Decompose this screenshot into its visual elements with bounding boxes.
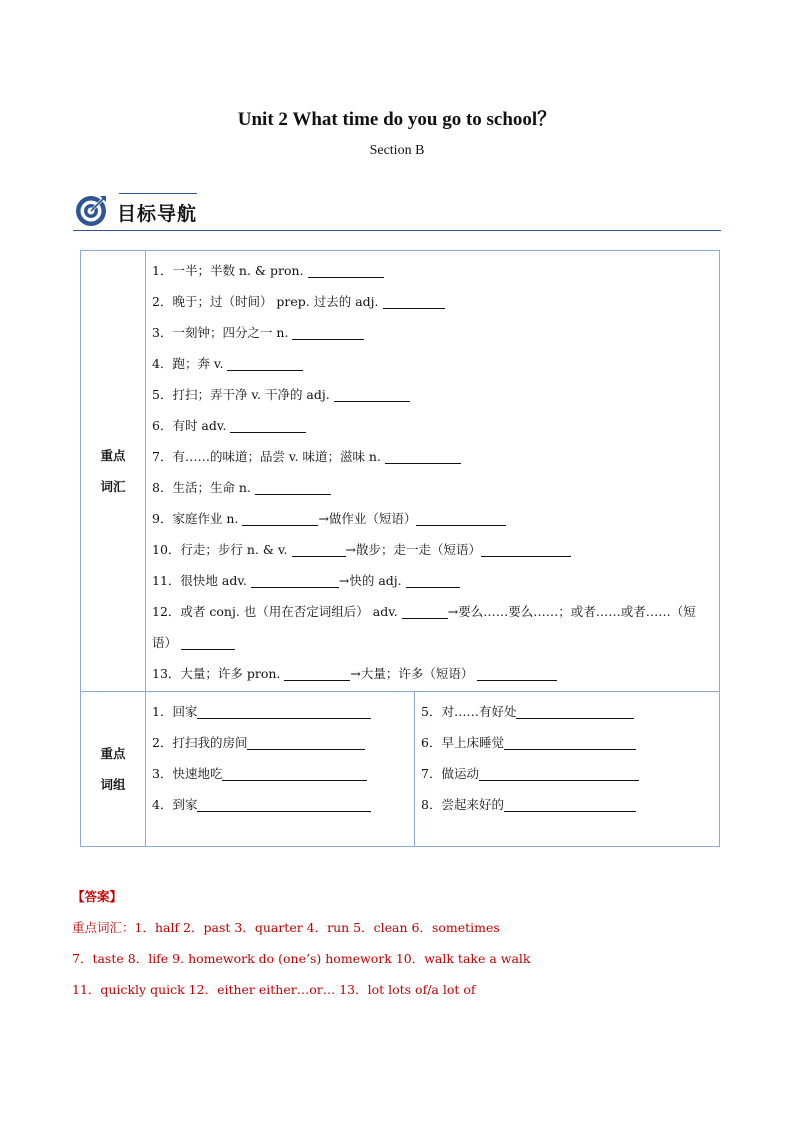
vocab-label-cell (81, 251, 146, 692)
answer-blank[interactable] (385, 448, 461, 464)
vocab-items-cell (146, 251, 720, 692)
phrase-label-cell (81, 692, 146, 847)
phrase-item: 4．到家 (152, 789, 408, 820)
vocab-item: 10．行走；步行 n. & v. →散步；走一走（短语） (152, 534, 713, 565)
answer-blank[interactable] (197, 796, 371, 812)
phrase-item: 1．回家 (152, 696, 408, 727)
answer-blank[interactable] (222, 765, 367, 781)
answers-heading: 【答案】 (72, 889, 123, 904)
vocab-item: 5．打扫；弄干净 v. 干净的 adj. (152, 379, 713, 410)
study-table (80, 250, 720, 847)
vocab-item: 12．或者 conj. 也（用在否定词组后） adv. →要么……要么……；或者……或者……（短语） (152, 604, 696, 650)
vocab-item: 8．生活；生命 n. (152, 472, 713, 503)
phrase-label-line2: 词组 (100, 777, 126, 792)
vocab-label-line1: 重点 (100, 448, 126, 463)
answer-blank[interactable] (197, 703, 371, 719)
answer-blank[interactable] (292, 324, 364, 340)
answer-blank[interactable] (181, 634, 235, 650)
page-subtitle: Section B (369, 143, 425, 158)
section-header (73, 190, 721, 235)
vocab-item: 1．一半；半数 n. & pron. (152, 255, 713, 286)
answer-blank[interactable] (334, 386, 410, 402)
answer-blank[interactable] (255, 479, 331, 495)
answer-blank[interactable] (292, 541, 346, 557)
answer-blank[interactable] (227, 355, 303, 371)
vocab-item: 9．家庭作业 n. →做作业（短语） (152, 503, 713, 534)
header-top-rule (119, 193, 197, 194)
vocab-item: 7．有……的味道；品尝 v. 味道；滋味 n. (152, 441, 713, 472)
phrase-item: 5．对……有好处 (421, 696, 713, 727)
phrase-item: 3．快速地吃 (152, 758, 408, 789)
target-icon (74, 194, 108, 228)
answers-line: 11．quickly quick 12．either either…or… 13．lot lots of/a lot of (72, 982, 476, 997)
answer-blank[interactable] (230, 417, 306, 433)
answers-line: 7．taste 8．life 9. homework do (one’s) homework 10．walk take a walk (72, 951, 531, 966)
answer-blank[interactable] (383, 293, 445, 309)
answer-blank[interactable] (504, 734, 636, 750)
vocab-item: 13．大量；许多 pron. →大量；许多（短语） (152, 658, 713, 689)
vocab-row (81, 251, 720, 692)
answer-blank[interactable] (284, 665, 350, 681)
phrase-row (81, 692, 720, 847)
phrase-right-cell (415, 692, 720, 847)
phrase-item: 7．做运动 (421, 758, 713, 789)
vocab-item: 11．很快地 adv. →快的 adj. (152, 565, 713, 596)
page-title: Unit 2 What time do you go to school？ (237, 109, 557, 130)
answer-blank[interactable] (402, 603, 448, 619)
vocab-item: 3．一刻钟；四分之一 n. (152, 317, 713, 348)
answer-blank[interactable] (242, 510, 318, 526)
phrase-item: 6．早上床睡觉 (421, 727, 713, 758)
phrase-item: 2．打扫我的房间 (152, 727, 408, 758)
section-header-label: 目标导航 (117, 203, 198, 225)
vocab-item: 6．有时 adv. (152, 410, 713, 441)
answer-blank[interactable] (247, 734, 365, 750)
answer-blank[interactable] (416, 510, 506, 526)
answer-blank[interactable] (477, 665, 557, 681)
phrase-left-cell (146, 692, 415, 847)
header-underline (73, 230, 721, 231)
answers-line: 重点词汇：1．half 2．past 3．quarter 4．run 5．clean 6．sometimes (72, 920, 500, 935)
vocab-item: 4．跑；奔 v. (152, 348, 713, 379)
answer-blank[interactable] (251, 572, 339, 588)
answer-blank[interactable] (479, 765, 639, 781)
vocab-label-line2: 词汇 (100, 479, 126, 494)
answer-blank[interactable] (308, 262, 384, 278)
phrase-item: 8．尝起来好的 (421, 789, 713, 820)
answer-blank[interactable] (504, 796, 636, 812)
answer-blank[interactable] (406, 572, 460, 588)
phrase-label-line1: 重点 (100, 746, 126, 761)
answer-blank[interactable] (516, 703, 634, 719)
answer-blank[interactable] (481, 541, 571, 557)
vocab-item: 2．晚于；过（时间） prep. 过去的 adj. (152, 286, 713, 317)
